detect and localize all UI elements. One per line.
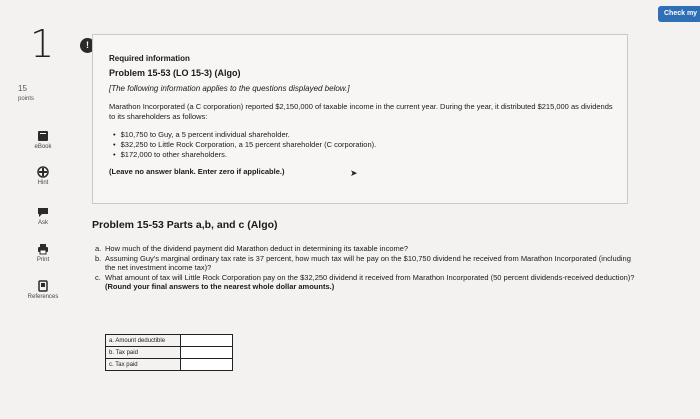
- points-display: [18, 84, 34, 104]
- hint-icon: [37, 166, 49, 178]
- table-row: [106, 359, 233, 371]
- references-icon: [37, 280, 49, 292]
- rounding-note: (Round your final answers to the nearest whole dollar amounts.): [105, 282, 335, 291]
- question-letter: c.: [95, 272, 101, 282]
- list-item: • $172,000 to other shareholders.: [113, 150, 614, 160]
- question-text: Assuming Guy's marginal ordinary tax rate is 37 percent, how much tax will he pay on the $10,750 dividend he received from Marathon Incorporated (including the net investment income tax)?: [105, 253, 631, 272]
- answer-instruction-note: (Leave no answer blank. Enter zero if applicable.): [109, 167, 285, 176]
- required-information-heading: Required information: [109, 54, 190, 63]
- answer-label: c. Tax paid: [106, 359, 181, 371]
- points-label: points: [18, 96, 35, 102]
- list-item: [95, 244, 635, 254]
- sidebar-item-ebook[interactable]: [20, 130, 66, 150]
- question-letter: a.: [95, 244, 102, 253]
- points-value: 15: [18, 84, 27, 93]
- list-item: [95, 273, 635, 283]
- question-number: 1: [30, 22, 55, 66]
- required-information-panel: [92, 34, 628, 204]
- chat-bubble-icon: [37, 206, 49, 218]
- printer-icon: [37, 243, 49, 255]
- mouse-cursor-icon: ➤: [350, 168, 358, 178]
- sidebar-item-print[interactable]: [20, 243, 66, 263]
- answer-label: b. Tax paid: [106, 347, 181, 359]
- answer-label: a. Amount deductible: [106, 335, 181, 347]
- list-item: • $32,250 to Little Rock Corporation, a 15 percent shareholder (C corporation).: [113, 140, 614, 150]
- check-my-work-button[interactable]: Check my: [658, 6, 700, 22]
- scenario-paragraph: Marathon Incorporated (a C corporation) reported $2,150,000 of taxable income in the current year. During the year, it distributed $215,000 as dividends to its shareholders as follows:: [109, 102, 613, 121]
- answer-table: [105, 334, 233, 371]
- sidebar-item-label: eBook: [34, 144, 52, 150]
- sidebar-item-label: Print: [36, 257, 50, 263]
- question-text: What amount of tax will Little Rock Corporation pay on the $32,250 dividend it received from Marathon Incorporated (50 percent dividends-received deduction)?: [105, 272, 635, 282]
- alert-icon: !: [80, 38, 95, 53]
- problem-title: Problem 15-53 (LO 15-3) (Algo): [109, 68, 241, 78]
- instruction-text: [The following information applies to the questions displayed below.]: [109, 84, 350, 93]
- sidebar-item-hint[interactable]: [20, 166, 66, 186]
- sidebar-item-label: References: [27, 294, 59, 300]
- list-item: • $10,750 to Guy, a 5 percent individual shareholder.: [113, 130, 614, 140]
- table-row: [106, 347, 233, 359]
- dividend-list: [113, 130, 614, 160]
- sidebar-item-label: Ask: [37, 220, 48, 226]
- table-row: [106, 335, 233, 347]
- little-rock-tax-paid-input[interactable]: [181, 359, 233, 371]
- book-icon: [37, 130, 49, 142]
- list-item: [95, 254, 635, 273]
- sidebar-item-references[interactable]: [20, 280, 66, 300]
- sidebar-item-ask[interactable]: [20, 206, 66, 226]
- question-text: How much of the dividend payment did Marathon deduct in determining its taxable income?: [105, 244, 409, 253]
- sidebar-item-label: Hint: [37, 180, 49, 186]
- guy-tax-paid-input[interactable]: [181, 347, 233, 359]
- parts-heading: Problem 15-53 Parts a,b, and c (Algo): [92, 219, 278, 231]
- question-list: [95, 244, 635, 292]
- question-letter: b.: [95, 253, 102, 263]
- amount-deductible-input[interactable]: [181, 335, 233, 347]
